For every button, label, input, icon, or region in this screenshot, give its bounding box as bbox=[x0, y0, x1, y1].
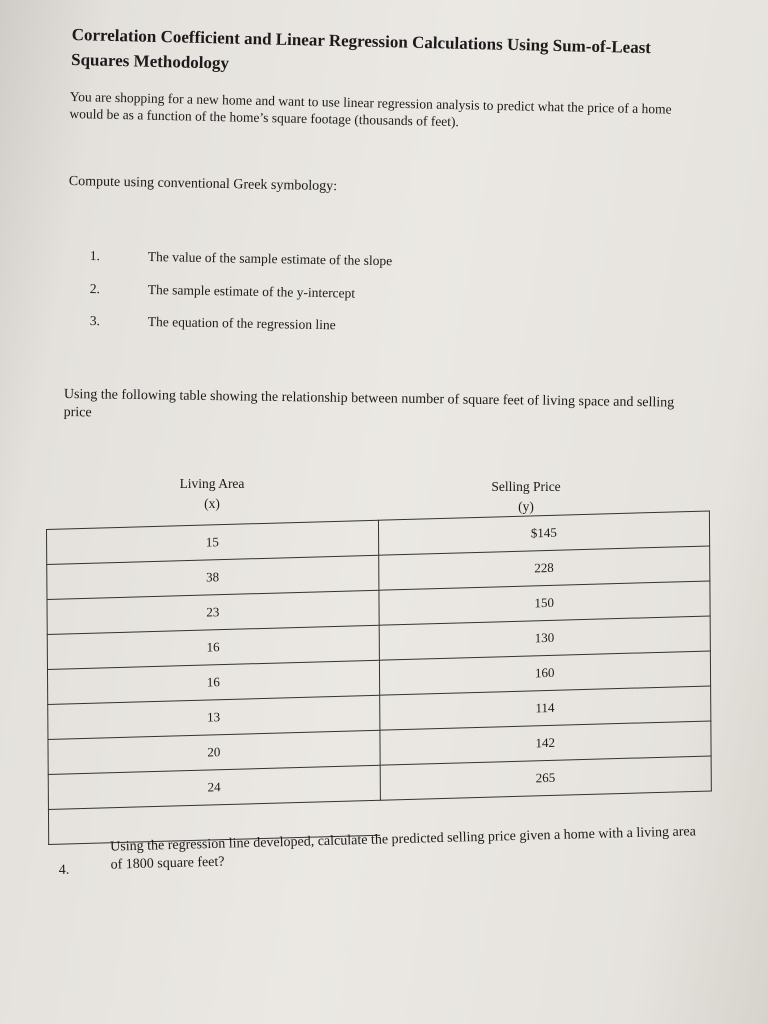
cell-selling-price: 142 bbox=[379, 721, 711, 765]
cell-selling-price: 265 bbox=[380, 756, 712, 800]
question-2 bbox=[90, 281, 356, 302]
cell-living-area: 16 bbox=[47, 625, 379, 669]
header-living-area bbox=[160, 474, 264, 514]
cell-living-area: 20 bbox=[48, 730, 380, 774]
header-label: Selling Price bbox=[491, 479, 561, 494]
compute-instruction: Compute using conventional Greek symbology: bbox=[68, 174, 338, 195]
header-var: (x) bbox=[204, 496, 220, 511]
document-title: Correlation Coefficient and Linear Regression Calculations Using Sum-of-Least Squares Methodology bbox=[70, 24, 652, 73]
question-number: 2. bbox=[89, 281, 101, 297]
cell-living-area: 24 bbox=[48, 765, 380, 809]
question-text: The equation of the regression line bbox=[147, 314, 336, 333]
header-var: (y) bbox=[518, 499, 534, 514]
question-number: 1. bbox=[89, 248, 101, 264]
cell-living-area: 15 bbox=[47, 520, 379, 564]
question-number: 4. bbox=[58, 862, 70, 878]
cell-selling-price: 228 bbox=[378, 546, 710, 590]
intro-paragraph: You are shopping for a new home and want to use linear regression analysis to predict what the price of a home would be as a function of the home’s square footage (thousands of feet). bbox=[69, 88, 672, 130]
question-text: The value of the sample estimate of the slope bbox=[147, 249, 393, 269]
cell-selling-price: 150 bbox=[378, 581, 710, 625]
cell-living-area: 38 bbox=[47, 555, 379, 599]
cell-selling-price: 114 bbox=[379, 686, 711, 730]
cell-selling-price: 130 bbox=[379, 616, 711, 660]
data-table bbox=[46, 510, 712, 845]
cell-living-area: 23 bbox=[47, 590, 379, 634]
cell-living-area: 16 bbox=[47, 660, 379, 704]
question-3 bbox=[90, 313, 336, 333]
cell-selling-price: $145 bbox=[378, 511, 710, 555]
question-1 bbox=[90, 248, 393, 269]
header-label: Living Area bbox=[179, 476, 245, 491]
cell-selling-price: 160 bbox=[379, 651, 711, 695]
cell-living-area: 13 bbox=[48, 695, 380, 739]
table-intro: Using the following table showing the relationship between number of square feet of living space and selling price bbox=[63, 386, 675, 421]
question-number: 3. bbox=[89, 313, 101, 329]
question-text: Using the regression line developed, calculate the predicted selling price given a home with a living area of 1800 square feet? bbox=[110, 824, 697, 873]
question-text: The sample estimate of the y-intercept bbox=[147, 282, 356, 301]
header-selling-price bbox=[474, 477, 578, 517]
